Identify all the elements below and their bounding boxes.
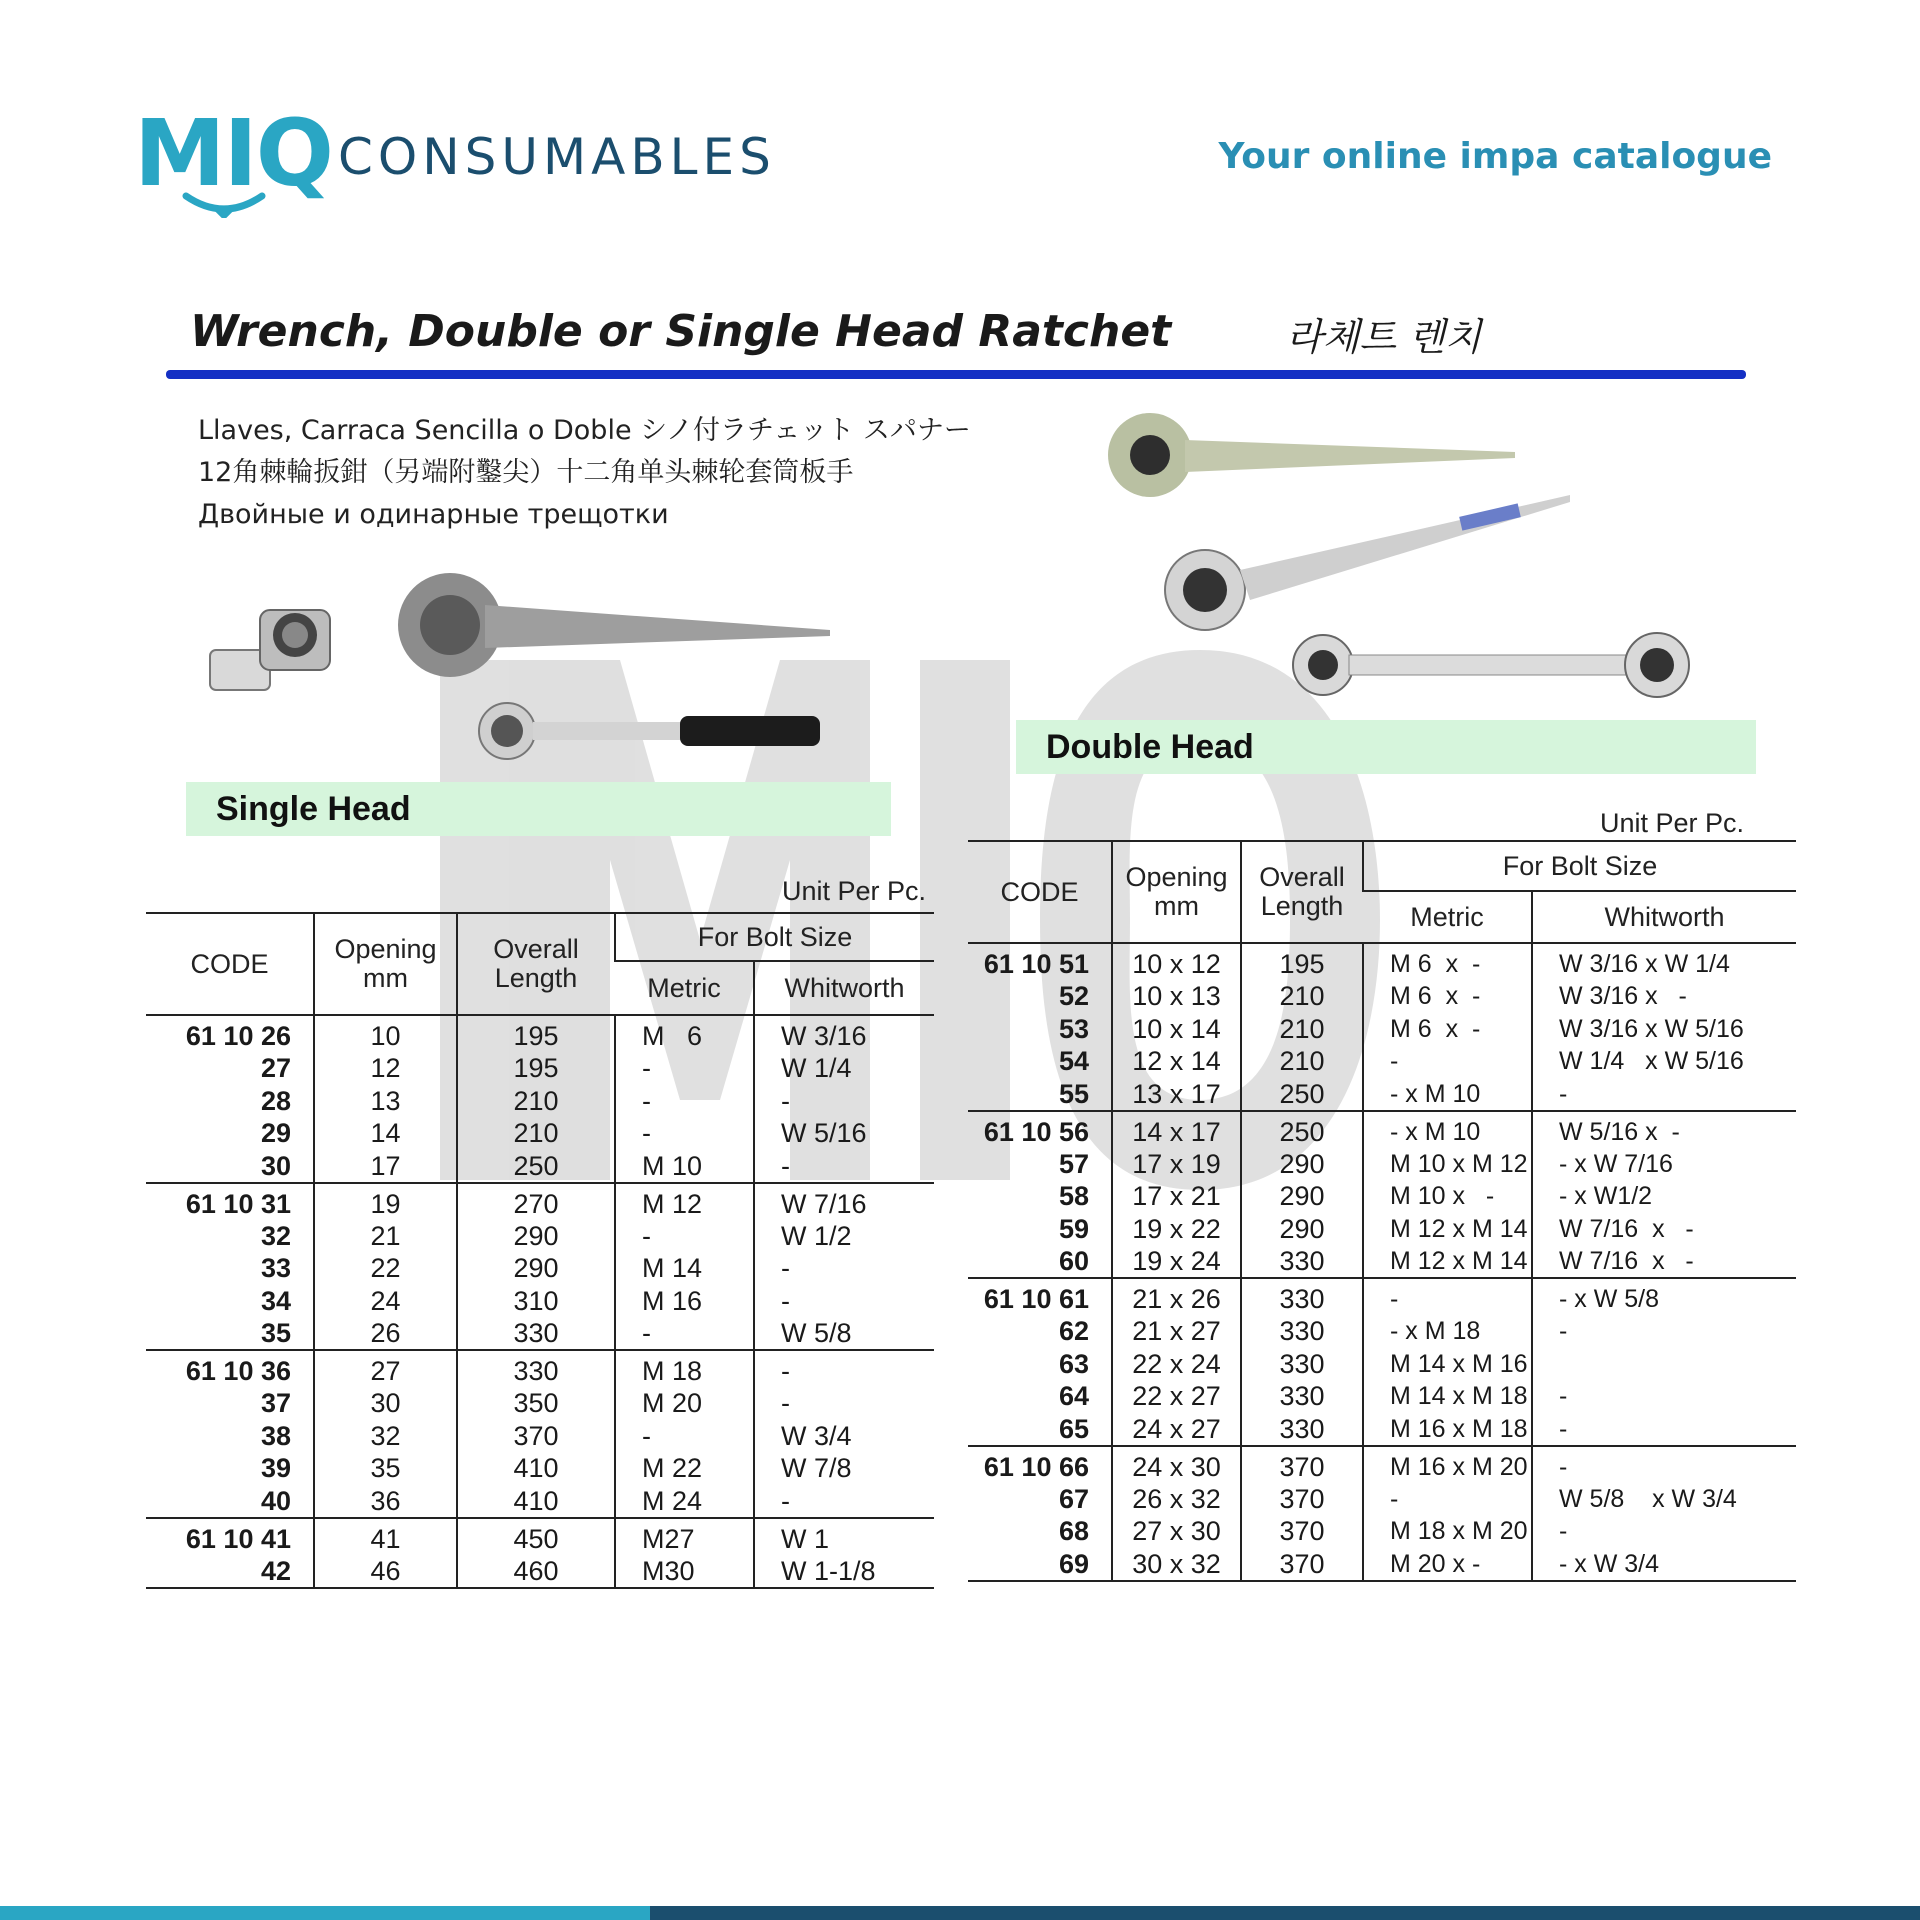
cell-length: 250 (457, 1150, 615, 1183)
cell-code: 67 (1058, 1483, 1089, 1514)
cell-opening: 21 x 26 (1112, 1278, 1241, 1315)
table-row (146, 1518, 934, 1555)
table-row (146, 1420, 934, 1453)
cell-length: 370 (1241, 1483, 1363, 1516)
cell-code: 52 (1058, 981, 1089, 1012)
cell-metric: M 6 x - (1363, 943, 1532, 980)
cell-whitworth: - x W1/2 (1532, 1180, 1796, 1213)
cell-whitworth: W 7/8 (754, 1452, 934, 1485)
cell-metric: M 12 x M 14 (1363, 1213, 1532, 1246)
cell-code: 39 (260, 1453, 291, 1484)
brand-name: CONSUMABLES (338, 128, 776, 186)
double-head-table-body (968, 943, 1796, 1581)
col-code: CODE (146, 913, 314, 1015)
name-russian: Двойные и одинарные трещотки (198, 499, 669, 530)
tagline: Your online impa catalogue (1218, 136, 1772, 177)
cell-length: 370 (1241, 1548, 1363, 1581)
table-row (146, 1387, 934, 1420)
cell-opening: 10 x 13 (1112, 980, 1241, 1013)
cell-metric: - (1363, 1278, 1532, 1315)
cell-whitworth: - (754, 1387, 934, 1420)
cell-opening: 17 (314, 1150, 457, 1183)
table-row (146, 1183, 934, 1220)
cell-metric: M 22 (615, 1452, 754, 1485)
cell-length: 310 (457, 1285, 615, 1318)
miq-logo-mark (134, 100, 332, 218)
cell-whitworth: - (754, 1150, 934, 1183)
cell-code: 29 (260, 1118, 291, 1149)
cell-metric: M 16 (615, 1285, 754, 1318)
cell-length: 370 (1241, 1446, 1363, 1483)
cell-code: 62 (1058, 1316, 1089, 1347)
col-opening: Opening mm (314, 913, 457, 1015)
single-head-unit: Unit Per Pc. (782, 876, 927, 906)
cell-whitworth: - (1532, 1515, 1796, 1548)
cell-opening: 27 (314, 1350, 457, 1387)
cell-opening: 12 x 14 (1112, 1045, 1241, 1078)
cell-whitworth (1532, 1348, 1796, 1381)
cell-code: 61 10 66 (983, 1451, 1089, 1482)
cell-length: 195 (1241, 943, 1363, 980)
cell-metric: M 14 x M 18 (1363, 1380, 1532, 1413)
cell-opening: 13 x 17 (1112, 1078, 1241, 1111)
double-head-label: Double Head (1016, 720, 1756, 774)
cell-whitworth: - (754, 1350, 934, 1387)
cell-whitworth: - (1532, 1380, 1796, 1413)
table-row (968, 1245, 1796, 1278)
cell-whitworth: W 5/16 (754, 1117, 934, 1150)
cell-opening: 17 x 21 (1112, 1180, 1241, 1213)
table-row (968, 1278, 1796, 1315)
col-bolt-size: For Bolt Size (1363, 841, 1796, 891)
cell-metric: - (615, 1420, 754, 1453)
double-head-box-ratchet-wrench-image (1285, 630, 1695, 700)
cell-opening: 24 x 27 (1112, 1413, 1241, 1446)
cell-length: 410 (457, 1485, 615, 1518)
cell-length: 210 (1241, 1013, 1363, 1046)
table-row (968, 1078, 1796, 1111)
col-whitworth: Whitworth (1532, 891, 1796, 943)
cell-metric: - (615, 1052, 754, 1085)
double-head-unit: Unit Per Pc. (1600, 808, 1745, 838)
single-head-podger-wrench-image (390, 570, 840, 680)
cell-length: 250 (1241, 1111, 1363, 1148)
cell-opening: 22 (314, 1252, 457, 1285)
cell-whitworth: W 3/4 (754, 1420, 934, 1453)
cell-length: 210 (457, 1085, 615, 1118)
name-spanish-japanese: Llaves, Carraca Sencilla o Doble シノ付ラチェット スパナー (198, 415, 971, 446)
cell-length: 290 (1241, 1148, 1363, 1181)
cell-opening: 32 (314, 1420, 457, 1453)
table-row (146, 1150, 934, 1183)
table-row (968, 1515, 1796, 1548)
cell-opening: 14 (314, 1117, 457, 1150)
cell-opening: 13 (314, 1085, 457, 1118)
cell-code: 38 (260, 1420, 291, 1451)
cell-metric: M 6 x - (1363, 1013, 1532, 1046)
cell-metric: M 20 (615, 1387, 754, 1420)
cell-opening: 19 x 22 (1112, 1213, 1241, 1246)
cell-opening: 24 (314, 1285, 457, 1318)
cell-code: 61 10 36 (185, 1356, 291, 1386)
cell-metric: M 20 x - (1363, 1548, 1532, 1581)
cell-whitworth: - x W 3/4 (1532, 1548, 1796, 1581)
cell-length: 210 (1241, 980, 1363, 1013)
cell-metric: M 14 x M 16 (1363, 1348, 1532, 1381)
cell-metric: - x M 10 (1363, 1111, 1532, 1148)
cell-opening: 10 x 12 (1112, 943, 1241, 980)
table-row (968, 1483, 1796, 1516)
col-opening: Opening mm (1112, 841, 1241, 943)
cell-opening: 22 x 24 (1112, 1348, 1241, 1381)
cell-metric: M 14 (615, 1252, 754, 1285)
cell-code: 33 (260, 1253, 291, 1284)
cell-whitworth: W 3/16 x W 1/4 (1532, 943, 1796, 980)
cell-whitworth: - (1532, 1446, 1796, 1483)
single-head-table (146, 912, 934, 1589)
table-row (146, 1117, 934, 1150)
cell-opening: 46 (314, 1555, 457, 1588)
cell-code: 61 10 61 (983, 1284, 1089, 1314)
cell-length: 210 (1241, 1045, 1363, 1078)
cell-code: 57 (1058, 1148, 1089, 1179)
cell-metric: M 12 (615, 1183, 754, 1220)
cell-whitworth: W 5/8 x W 3/4 (1532, 1483, 1796, 1516)
cell-whitworth: W 1/4 x W 5/16 (1532, 1045, 1796, 1078)
cell-length: 370 (457, 1420, 615, 1453)
footer-bar-navy (650, 1906, 1920, 1920)
table-row (146, 1285, 934, 1318)
cell-metric: - x M 18 (1363, 1315, 1532, 1348)
cell-opening: 10 (314, 1015, 457, 1052)
cell-code: 63 (1058, 1348, 1089, 1379)
cell-length: 450 (457, 1518, 615, 1555)
title-divider (166, 370, 1746, 379)
col-metric: Metric (615, 961, 754, 1015)
cell-metric: M 10 x - (1363, 1180, 1532, 1213)
cell-metric: - (1363, 1045, 1532, 1078)
cell-length: 195 (457, 1052, 615, 1085)
table-row (968, 1180, 1796, 1213)
cell-whitworth: W 7/16 x - (1532, 1245, 1796, 1278)
cell-opening: 26 (314, 1317, 457, 1350)
brand-logo (134, 100, 834, 218)
cell-whitworth: - (1532, 1078, 1796, 1111)
cell-code: 60 (968, 1245, 1112, 1278)
cell-whitworth: W 1/2 (754, 1220, 934, 1253)
table-row (968, 1045, 1796, 1078)
cell-metric: - x M 10 (1363, 1078, 1532, 1111)
cell-metric: M 10 (615, 1150, 754, 1183)
cell-opening: 41 (314, 1518, 457, 1555)
cell-code: 68 (1058, 1516, 1089, 1547)
cell-metric: - (615, 1317, 754, 1350)
cell-metric: M 16 x M 18 (1363, 1413, 1532, 1446)
cell-opening: 30 x 32 (1112, 1548, 1241, 1581)
single-head-table-body (146, 1015, 934, 1588)
cell-length: 350 (457, 1387, 615, 1420)
table-row (968, 1380, 1796, 1413)
cell-opening: 10 x 14 (1112, 1013, 1241, 1046)
page-title: Wrench, Double or Single Head Ratchet (190, 306, 1172, 357)
cell-metric: M 24 (615, 1485, 754, 1518)
cell-length: 330 (457, 1317, 615, 1350)
double-head-ratchet-spud-wrench-image (1160, 490, 1580, 640)
cell-whitworth: - (754, 1285, 934, 1318)
cell-code: 61 10 31 (185, 1188, 291, 1219)
cell-whitworth: W 7/16 (754, 1183, 934, 1220)
table-row (968, 1013, 1796, 1046)
cell-metric: M 12 x M 14 (1363, 1245, 1532, 1278)
cell-code: 65 (968, 1413, 1112, 1446)
cell-whitworth: - (1532, 1413, 1796, 1446)
table-row (146, 1485, 934, 1518)
cell-whitworth: - (754, 1252, 934, 1285)
cell-metric: M30 (615, 1555, 754, 1588)
table-row (146, 1555, 934, 1588)
double-head-table (968, 840, 1796, 1582)
col-metric: Metric (1363, 891, 1532, 943)
cell-opening: 30 (314, 1387, 457, 1420)
cell-whitworth: W 3/16 x - (1532, 980, 1796, 1013)
table-row (968, 1148, 1796, 1181)
cell-code: 61 10 56 (983, 1116, 1089, 1147)
cell-code: 35 (146, 1317, 314, 1350)
cell-whitworth: W 3/16 (754, 1015, 934, 1052)
cell-code: 61 10 26 (185, 1021, 291, 1051)
cell-code: 69 (968, 1548, 1112, 1581)
cell-whitworth: - x W 5/8 (1532, 1278, 1796, 1315)
cell-length: 330 (1241, 1315, 1363, 1348)
cell-code: 64 (1058, 1381, 1089, 1412)
cell-whitworth: W 7/16 x - (1532, 1213, 1796, 1246)
cell-code: 61 10 41 (185, 1523, 291, 1554)
table-row (146, 1252, 934, 1285)
cell-opening: 12 (314, 1052, 457, 1085)
col-length: Overall Length (1241, 841, 1363, 943)
table-row (146, 1317, 934, 1350)
cell-opening: 22 x 27 (1112, 1380, 1241, 1413)
cell-metric: - (615, 1220, 754, 1253)
cell-length: 290 (457, 1252, 615, 1285)
table-row (146, 1452, 934, 1485)
cell-metric: M 18 x M 20 (1363, 1515, 1532, 1548)
cell-length: 250 (1241, 1078, 1363, 1111)
cell-code: 55 (968, 1078, 1112, 1111)
cell-opening: 27 x 30 (1112, 1515, 1241, 1548)
table-row (968, 1315, 1796, 1348)
table-row (146, 1052, 934, 1085)
table-row (968, 1413, 1796, 1446)
cell-length: 410 (457, 1452, 615, 1485)
cell-length: 330 (1241, 1413, 1363, 1446)
cell-metric: M 18 (615, 1350, 754, 1387)
cell-length: 290 (457, 1220, 615, 1253)
cell-code: 53 (1058, 1013, 1089, 1044)
single-head-ring-wrench-image (475, 700, 825, 762)
cell-opening: 21 (314, 1220, 457, 1253)
cell-metric: M 16 x M 20 (1363, 1446, 1532, 1483)
double-head-podger-wrench-image (1105, 410, 1525, 500)
cell-code: 42 (146, 1555, 314, 1588)
table-row (968, 1348, 1796, 1381)
cell-opening: 24 x 30 (1112, 1446, 1241, 1483)
table-row (146, 1350, 934, 1387)
cell-opening: 35 (314, 1452, 457, 1485)
cell-metric: M 6 x - (1363, 980, 1532, 1013)
table-row (968, 1446, 1796, 1483)
table-row (968, 1111, 1796, 1148)
cell-opening: 26 x 32 (1112, 1483, 1241, 1516)
cell-length: 290 (1241, 1180, 1363, 1213)
cell-code: 30 (146, 1150, 314, 1183)
single-head-wrench-closeup-image (200, 590, 340, 710)
col-bolt-size: For Bolt Size (615, 913, 934, 961)
cell-whitworth: - (754, 1085, 934, 1118)
col-length: Overall Length (457, 913, 615, 1015)
single-head-label: Single Head (186, 782, 891, 836)
cell-whitworth: W 5/16 x - (1532, 1111, 1796, 1148)
cell-opening: 17 x 19 (1112, 1148, 1241, 1181)
cell-metric: - (1363, 1483, 1532, 1516)
cell-metric: - (615, 1117, 754, 1150)
cell-whitworth: - x W 7/16 (1532, 1148, 1796, 1181)
table-row (968, 1548, 1796, 1581)
cell-code: 34 (260, 1285, 291, 1316)
cell-length: 290 (1241, 1213, 1363, 1246)
cell-length: 330 (1241, 1348, 1363, 1381)
table-row (146, 1220, 934, 1253)
cell-metric: M 6 (615, 1015, 754, 1052)
cell-opening: 19 x 24 (1112, 1245, 1241, 1278)
logo-anchor-icon (182, 192, 266, 218)
cell-code: 40 (146, 1485, 314, 1518)
cell-metric: M27 (615, 1518, 754, 1555)
col-code: CODE (968, 841, 1112, 943)
cell-whitworth: W 1-1/8 (754, 1555, 934, 1588)
cell-length: 330 (1241, 1245, 1363, 1278)
footer-bar-cyan (0, 1906, 650, 1920)
cell-code: 61 10 51 (983, 949, 1089, 979)
cell-whitworth: W 5/8 (754, 1317, 934, 1350)
table-row (968, 1213, 1796, 1246)
logo-text: MIQ (134, 100, 332, 207)
cell-opening: 36 (314, 1485, 457, 1518)
cell-code: 27 (260, 1053, 291, 1084)
cell-code: 32 (260, 1220, 291, 1251)
cell-code: 28 (260, 1085, 291, 1116)
col-whitworth: Whitworth (754, 961, 934, 1015)
cell-metric: - (615, 1085, 754, 1118)
cell-opening: 14 x 17 (1112, 1111, 1241, 1148)
cell-length: 270 (457, 1183, 615, 1220)
cell-length: 330 (457, 1350, 615, 1387)
cell-length: 195 (457, 1015, 615, 1052)
cell-code: 59 (1058, 1213, 1089, 1244)
cell-length: 330 (1241, 1278, 1363, 1315)
cell-length: 330 (1241, 1380, 1363, 1413)
cell-length: 370 (1241, 1515, 1363, 1548)
table-row (146, 1015, 934, 1052)
name-chinese: 12角棘輪扳鉗（另端附鑿尖）十二角单头棘轮套筒板手 (198, 457, 854, 488)
cell-metric: M 10 x M 12 (1363, 1148, 1532, 1181)
table-row (968, 943, 1796, 980)
cell-length: 460 (457, 1555, 615, 1588)
cell-whitworth: W 3/16 x W 5/16 (1532, 1013, 1796, 1046)
cell-code: 54 (1058, 1046, 1089, 1077)
table-row (146, 1085, 934, 1118)
cell-opening: 21 x 27 (1112, 1315, 1241, 1348)
cell-whitworth: W 1/4 (754, 1052, 934, 1085)
cell-length: 210 (457, 1117, 615, 1150)
cell-whitworth: W 1 (754, 1518, 934, 1555)
cell-code: 58 (1058, 1181, 1089, 1212)
table-row (968, 980, 1796, 1013)
multilingual-names (198, 410, 971, 536)
cell-opening: 19 (314, 1183, 457, 1220)
cell-whitworth: - (754, 1485, 934, 1518)
cell-whitworth: - (1532, 1315, 1796, 1348)
cell-code: 37 (260, 1388, 291, 1419)
page-title-korean: 라체트 렌치 (1286, 315, 1482, 359)
